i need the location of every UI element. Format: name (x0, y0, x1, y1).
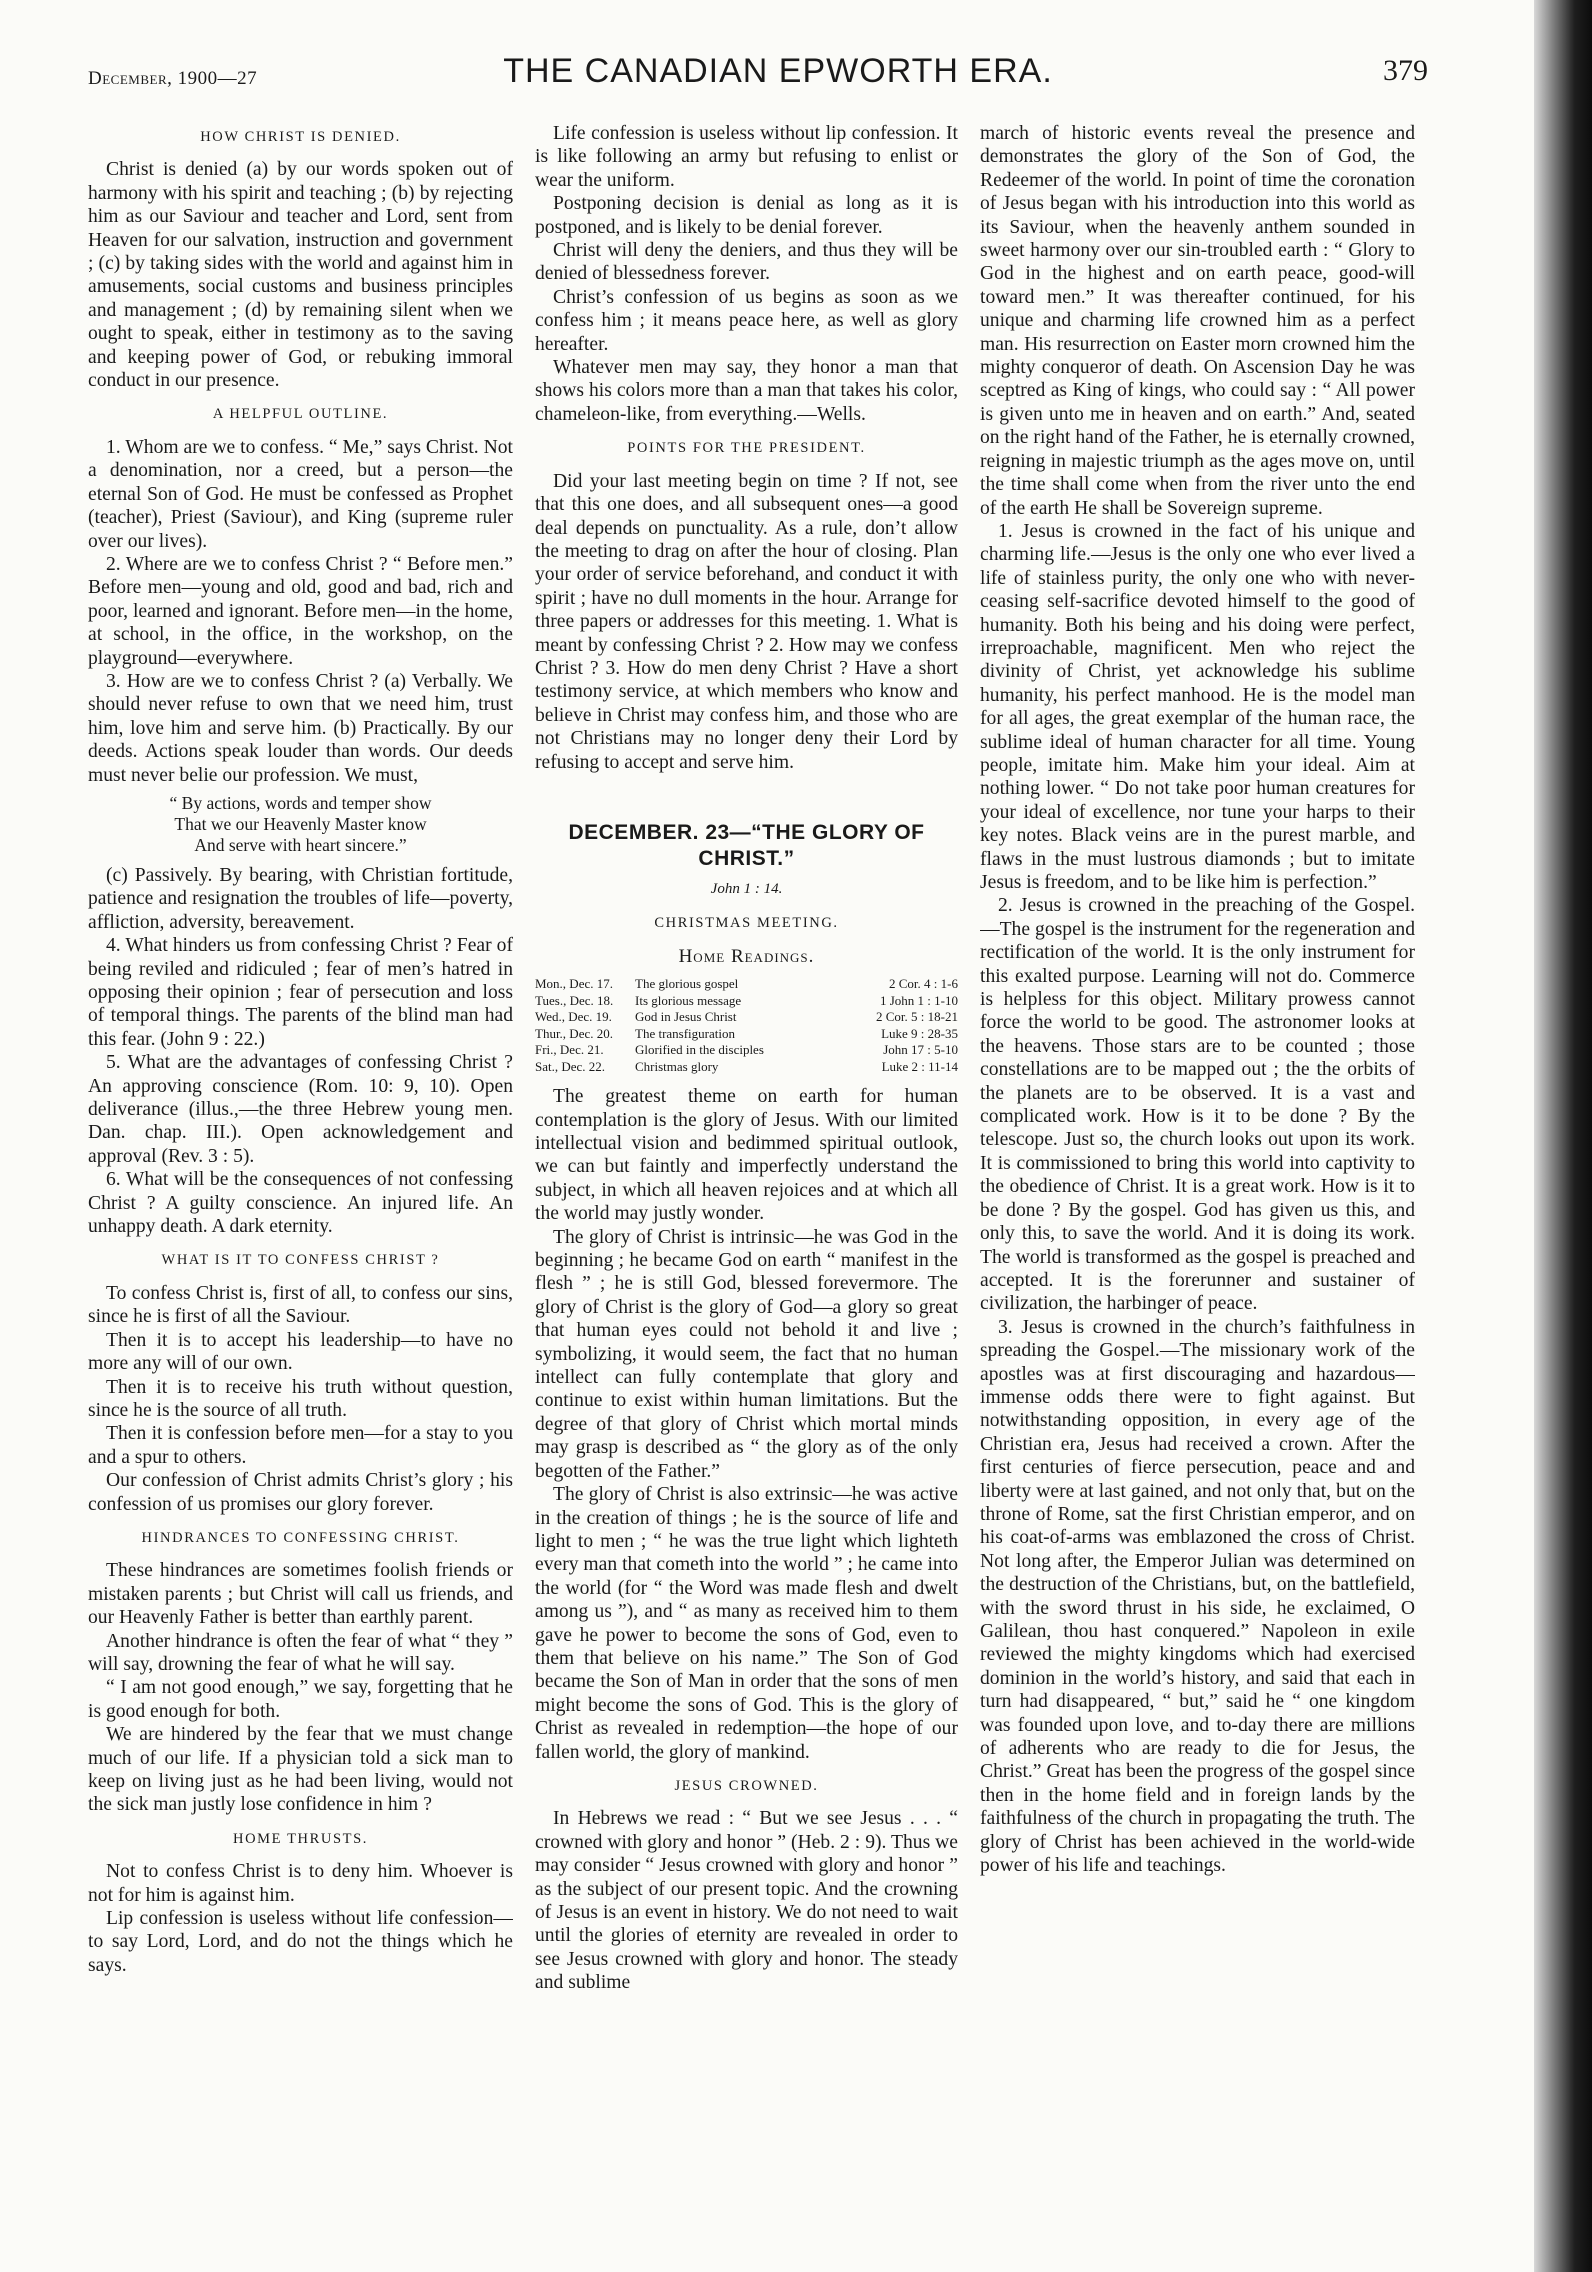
reading-ref: Luke 2 : 11-14 (881, 1058, 958, 1074)
paragraph: Not to confess Christ is to deny him. Whoever is not for him is against him. (88, 1861, 513, 1906)
paragraph: 3. How are we to confess Christ ? (a) Verbally. We should never refuse to own that we need him, trust him, love him and serve him. (b) Practically. By our deeds. Actions speak louder than words. Our deeds must never belie our profession. We must, (88, 670, 513, 786)
reading-ref: 2 Cor. 5 : 18-21 (876, 1009, 958, 1025)
paragraph: Our confession of Christ admits Christ’s glory ; his confession of us promises our glory forever. (88, 1470, 513, 1515)
paragraph: To confess Christ is, first of all, to confess our sins, since he is first of all the Saviour. (88, 1282, 513, 1328)
paragraph: 5. What are the advantages of confessing Christ ? An approving conscience (Rom. 10: 9, 10). Open deliverance (illus.,—the three Hebrew young men. Dan. chap. III.). Open acknowledgement and approval (Rev. 3 : 5). (88, 1052, 513, 1167)
reading-title: Its glorious message (635, 992, 742, 1008)
column-1 (88, 122, 513, 2242)
verse-line: That we our Heavenly Master know (174, 813, 427, 834)
paragraph: The glory of Christ is also extrinsic—he was active in the creation of things ; he is the source of life and light to men ; “ he was the true light which lighteth every man that cometh into the world ” ; he came into the world (for “ the Word was made flesh and dwelt among us ”), and “ as many as received him to them gave he power to become the sons of God, even to them that believe on his name.” The Son of God became the Son of Man in order that the sons of men might become the sons of God. This is the glory of Christ as revealed in redemption—the hope of our fallen world, the glory of mankind. (535, 1484, 958, 1763)
reading-row (535, 1026, 958, 1043)
section-heading: HOME THRUSTS. (233, 1830, 368, 1847)
paragraph: “ I am not good enough,” we say, forgetting that he is good enough for both. (88, 1677, 513, 1722)
reading-title: The glorious gospel (635, 976, 739, 992)
reading-row (535, 976, 958, 993)
reading-ref: Luke 9 : 28-35 (881, 1025, 958, 1041)
paragraph: Christ will deny the deniers, and thus they will be denied of blessedness forever. (535, 240, 958, 285)
reading-row (535, 993, 958, 1010)
paragraph: Postponing decision is denial as long as it is postponed, and is likely to be denial forever. (535, 193, 958, 238)
column-2 (535, 122, 958, 2242)
paragraph: 4. What hinders us from confessing Christ ? Fear of being reviled and ridiculed ; fear of men’s hatred in opposing their opinion ; fear of persecution and loss of temporal things. The parents of the blind man had this fear. (John 9 : 22.) (88, 935, 513, 1050)
page-number: 379 (1383, 54, 1428, 87)
reading-title: God in Jesus Christ (635, 1009, 737, 1025)
paragraph: The greatest theme on earth for human contemplation is the glory of Jesus. With our limited intellectual vision and bedimmed spiritual outlook, we can but faintly and imperfectly understand the subject, in which all heaven rejoices and at which all the world may justly wonder. (535, 1086, 958, 1225)
section-heading: HOW CHRIST IS DENIED. (200, 129, 401, 145)
reading-title: The transfiguration (635, 1025, 735, 1041)
column-3 (980, 122, 1415, 2242)
paragraph: Life confession is useless without lip confession. It is like following an army but refusing to enlist or wear the uniform. (535, 123, 958, 191)
readings-list (535, 976, 958, 1075)
reading-ref: 2 Cor. 4 : 1-6 (889, 976, 958, 992)
reading-row (535, 1009, 958, 1026)
reading-title: Glorified in the disciples (635, 1042, 764, 1058)
reading-day: Wed., Dec. 19. (535, 1009, 612, 1025)
reading-row (535, 1042, 958, 1059)
paragraph: These hindrances are sometimes foolish friends or mistaken parents ; but Christ will call us friends, and our Heavenly Father is better than earthly parent. (88, 1560, 513, 1629)
section-heading: POINTS FOR THE PRESIDENT. (627, 440, 866, 457)
paragraph: 3. Jesus is crowned in the church’s faithfulness in spreading the Gospel.—The missionary work of the apostles was at first discouraging and hazardous—immense odds there were to fight against. But notwithstanding opposition, in every age of the Christian era, Jesus had received a crown. After the first centuries of fierce persecution, peace and and liberty were at last gained, and not only that, but on the throne of Rome, sat the first Christian emperor, and on his coat-of-arms was emblazoned the cross of Christ. Not long after, the Emperor Julian was determined on the destruction of the Christians, but, on the battlefield, with the sword thrust in his side, he exclaimed, O Galilean, thou hast conquered.” Napoleon in exile reviewed the mighty kingdoms which had exercised dominion in the world’s history, and said that each in turn had disappeared, “ but,” said he “ one kingdom was founded upon love, and to-day there are millions of adherents who are ready to die for Jesus, the Christ.” Great has been the progress of the gospel since then in the home field and in foreign lands by the faithfulness of the church in propagating the truth. The glory of Christ has been achieved in the world-wide power of his life and teachings. (980, 1316, 1415, 1877)
page-header (88, 24, 1428, 94)
paragraph: Lip confession is useless without life confession—to say Lord, Lord, and do not the things which he says. (88, 1908, 513, 1976)
paragraph: march of historic events reveal the presence and demonstrates the glory of the Son of God, the Redeemer of the world. In point of time the coronation of Jesus began with his introduction into this world as its Saviour, when the heavenly anthem sounded in sweet harmony over our sin-troubled earth : “ Glory to God in the highest and on earth peace, good-will toward men.” It was thereafter continued, for his unique and charming life crowned him as a perfect man. His resurrection on Easter morn crowned him the mighty conqueror of death. On Ascension Day he was sceptred as King of kings, who could say : “ All power is given unto me in heaven and on earth.” And, seated on the right hand of the Father, he is eternally crowned, reigning in majestic triumph as the ages move on, until the time shall come when from the river unto the end of the earth He shall be Sovereign supreme. (980, 123, 1415, 519)
section-heading: A HELPFUL OUTLINE. (212, 406, 389, 423)
paragraph: Christ is denied (a) by our words spoken out of harmony with his spirit and teaching ; (b) by rejecting him as our Saviour and teacher and Lord, sent from Heaven for our salvation, instruction and government ; (c) by taking sides with the world and against him in amusements, social customs and business principles and management ; (d) by remaining silent when we ought to speak, either in testimony as to the saving and keeping power of God, or rebuking immoral conduct in our presence. (88, 159, 513, 392)
verse-line: “ By actions, words and temper show (169, 792, 432, 813)
home-readings-heading: Home Readings. (678, 945, 815, 967)
paragraph: 1. Jesus is crowned in the fact of his unique and charming life.—Jesus is the only one who ever lived a life of stainless purity, the only one who with never-ceasing self-sacrifice devoted himself to the good of humanity. Both his being and his doing were perfect, irreproachable, magnificent. Men who reject the divinity of Christ, yet acknowledge his sublime humanity, his perfect manhood. He is the model man for all ages, the great exemplar of the human race, the sublime ideal of human character for all time. Young people, imitate him. Make him your ideal. Aim at nothing lower. “ Do not take poor human creatures for your ideal of excellence, nor tune your harps to their key notes. Black veins are in the purest marble, and flaws in the must lustrous diamonds ; but to imitate Jesus is freedom, and to be like him is perfection.” (980, 520, 1415, 893)
paragraph: The glory of Christ is intrinsic—he was God in the beginning ; he became God on earth “ manifest in the flesh ” ; he is still God, blessed forevermore. The glory of Christ is the glory of God—a glory so great that human eyes could not behold it and live ; symbolizing, it would seem, the fact that no human intellect can fully contemplate that glory and continue to exist within human limitations. But the degree of that glory of Christ which mortal minds may grasp is described as “ the glory as of the only begotten of the Father.” (535, 1226, 958, 1482)
reading-ref: 1 John 1 : 1-10 (880, 992, 958, 1008)
section-heading: JESUS CROWNED. (674, 1777, 819, 1794)
reading-ref: John 17 : 5-10 (883, 1042, 958, 1058)
scripture-reference: John 1 : 14. (710, 880, 783, 897)
reading-day: Tues., Dec. 18. (535, 992, 614, 1008)
paragraph: 2. Where are we to confess Christ ? “ Before men.” Before men—young and old, good and bad, rich and poor, learned and ignorant. Before men—in the home, at school, in the office, in the workshop, on the playground—everywhere. (88, 553, 513, 669)
section-heading: CHRISTMAS MEETING. (654, 915, 839, 932)
reading-row (535, 1059, 958, 1076)
paragraph: 6. What will be the consequences of not confessing Christ ? A guilty conscience. An injured life. An unhappy death. A dark eternity. (88, 1169, 513, 1238)
verse-quote (88, 793, 513, 856)
header-title: THE CANADIAN EPWORTH ERA. (503, 52, 1053, 90)
paragraph: Another hindrance is often the fear of what “ they ” will say, drowning the fear of what he will say. (88, 1630, 513, 1675)
reading-day: Thur., Dec. 20. (535, 1025, 613, 1041)
paragraph: Then it is to receive his truth without question, since he is the source of all truth. (88, 1376, 513, 1421)
reading-day: Sat., Dec. 22. (535, 1058, 606, 1074)
paragraph: Christ’s confession of us begins as soon as we confess him ; it means peace here, as well as glory hereafter. (535, 286, 958, 355)
paragraph: Then it is to accept his leadership—to have no more any will of our own. (88, 1329, 513, 1375)
paragraph: 1. Whom are we to confess. “ Me,” says Christ. Not a denomination, nor a creed, but a person—the eternal Son of God. He must be confessed as Prophet (teacher), Priest (Saviour), and King (supreme ruler over our lives). (88, 436, 513, 552)
paragraph: Then it is confession before men—for a stay to you and a spur to others. (88, 1423, 513, 1468)
section-heading: WHAT IS IT TO CONFESS CHRIST ? (161, 1252, 440, 1269)
reading-day: Fri., Dec. 21. (535, 1042, 604, 1058)
paragraph: In Hebrews we read : “ But we see Jesus . . . “ crowned with glory and honor ” (Heb. 2 : 9). Thus we may consider “ Jesus crowned with glory and honor ” as the subject of our present topic. And the crowning of Jesus is an event in history. We do not need to wait until the glories of eternity are revealed in order to see Jesus crowned with glory and honor. The steady and sublime (535, 1808, 958, 1994)
reading-day: Mon., Dec. 17. (535, 976, 613, 992)
paragraph: 2. Jesus is crowned in the preaching of the Gospel.—The gospel is the instrument for the regeneration and rectification of the world. It is the only instrument for this exalted purpose. Learning will not do. Commerce is helpless for this object. Military prowess cannot force the world to be good. The astronomer looks at the heavens. Those stars are to be counted ; those constellations are to be mapped out ; the the orbits of the planets are to be observed. It is a vast and complicated work. How is it to be done ? By the telescope. Just so, the church looks out upon its work. It is commissioned to bring this world into captivity to the obedience of Christ. It is a great work. How is it to be done ? By the gospel. God has given us this, and only this, to save the world. And it is doing its work. The world is transformed as the gospel is preached and accepted. It is the forerunner and sustainer of civilization, the harbinger of peace. (980, 895, 1415, 1315)
verse-line: And serve with heart sincere.” (194, 834, 407, 855)
paragraph: (c) Passively. By bearing, with Christian fortitude, patience and resignation the troubles of life—poverty, affliction, adversity, bereavement. (88, 864, 513, 933)
section-heading: HINDRANCES TO CONFESSING CHRIST. (141, 1529, 460, 1546)
scan-edge (1534, 0, 1592, 2272)
paragraph: We are hindered by the fear that we must change much of our life. If a physician told a sick man to keep on living just as he had been living, would not the sick man justly lose confidence in him ? (88, 1724, 513, 1816)
paragraph: Did your last meeting begin on time ? If not, see that this one does, and all subsequent ones—a good deal depends on punctuality. As a rule, don’t allow the meeting to drag on after the hour of closing. Plan your order of service beforehand, and conduct it with spirit ; have no dull moments in the hour. Arrange for three papers or addresses for this meeting. 1. What is meant by confessing Christ ? 2. How may we confess Christ ? 3. How do men deny Christ ? Have a short testimony service, at which members who know and believe in Christ may confess him, and those who are not Christians may no longer deny their Lord by refusing to accept and serve him. (535, 470, 958, 773)
paragraph: Whatever men may say, they honor a man that shows his colors more than a man that takes his color, chameleon-like, from everything.—Wells. (535, 357, 958, 425)
reading-title: Christmas glory (635, 1058, 719, 1074)
header-date: December, 1900—27 (88, 68, 258, 89)
topic-title: DECEMBER. 23—“THE GLORY OF CHRIST.” (568, 820, 925, 870)
